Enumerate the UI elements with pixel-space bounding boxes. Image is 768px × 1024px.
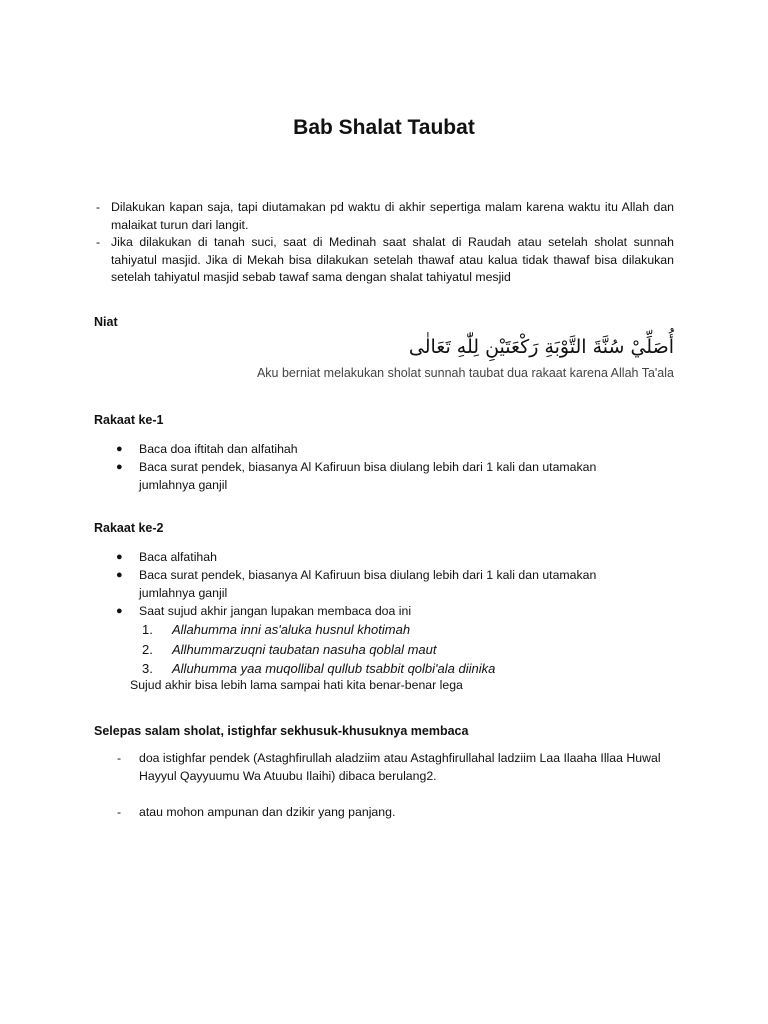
dash-marker: - (117, 751, 122, 765)
doa-text: Allahumma inni as'aluka husnul khotimah (172, 622, 411, 637)
list-item (116, 803, 676, 821)
list-item-text: Saat sujud akhir jangan lupakan membaca doa ini (139, 604, 412, 618)
istighfar-heading: Selepas salam sholat, istighfar sekhusuk-khusuknya membaca (94, 724, 469, 738)
rakaat1-heading: Rakaat ke-1 (94, 413, 164, 427)
istighfar-list (116, 749, 676, 785)
intro-item (94, 199, 674, 234)
list-item (116, 566, 636, 602)
bullet-icon: ● (116, 551, 123, 563)
doa-text: Allhummarzuqni taubatan nasuha qoblal maut (172, 641, 437, 657)
doa-number: 2. (142, 641, 153, 657)
intro-text: Jika dilakukan di tanah suci, saat di Medinah saat shalat di Raudah atau setelah sholat sunnah tahiyatul masjid. Jika di Mekah bisa dilakukan setelah thawaf atau kalua tidak thawaf bisa dilakukan setelah tahiyatul masjid sebab tawaf sama dengan shalat tahiyatul mesjid (111, 235, 674, 284)
bullet-icon: ● (116, 443, 123, 455)
doa-item (142, 640, 495, 660)
list-item-text: Baca doa iftitah dan alfatihah (139, 442, 298, 456)
list-item-text: atau mohon ampunan dan dzikir yang panjang. (139, 805, 396, 819)
niat-translation: Aku berniat melakukan sholat sunnah taubat dua rakaat karena Allah Ta'ala (256, 366, 674, 380)
list-item-text: Baca surat pendek, biasanya Al Kafiruun bisa diulang lebih dari 1 kali dan utamakan jumlahnya ganjil (139, 568, 597, 600)
doa-list (142, 620, 495, 679)
doa-item (142, 659, 495, 679)
intro-item (94, 234, 674, 287)
doa-item (142, 620, 495, 640)
dash-marker: - (96, 235, 101, 249)
doa-text: Alluhumma yaa muqollibal qullub tsabbit qolbi'ala diinika (172, 661, 496, 676)
niat-arabic-text: أُصَلِّيْ سُنَّةَ التَّوْبَةِ رَكْعَتَيْنِ لِلّٰهِ تَعَالٰى (408, 336, 674, 358)
niat-heading: Niat (94, 315, 118, 329)
doa-number: 1. (142, 622, 153, 637)
page-title: Bab Shalat Taubat (293, 116, 475, 139)
sujud-note: Sujud akhir bisa lebih lama sampai hati kita benar-benar lega (130, 678, 463, 692)
list-item-text: doa istighfar pendek (Astaghfirullah aladziim atau Astaghfirullahal ladziim Laa Ilaaha Illaa Huwal Hayyul Qayyuumu Wa Atuubu Ilaihi) dibaca berulang2. (139, 751, 661, 783)
bullet-icon: ● (116, 461, 123, 473)
list-item (116, 458, 636, 494)
list-item (116, 602, 636, 620)
istighfar-list-2 (116, 803, 676, 821)
dash-marker: - (117, 805, 122, 819)
dash-marker: - (96, 200, 101, 214)
intro-text: Dilakukan kapan saja, tapi diutamakan pd waktu di akhir sepertiga malam karena waktu itu Allah dan malaikat turun dari langit. (111, 200, 674, 232)
list-item (116, 440, 636, 458)
rakaat2-heading: Rakaat ke-2 (94, 521, 164, 535)
bullet-icon: ● (116, 569, 123, 581)
rakaat2-list (116, 548, 636, 620)
list-item-text: Baca surat pendek, biasanya Al Kafiruun bisa diulang lebih dari 1 kali dan utamakan jumlahnya ganjil (139, 460, 597, 492)
list-item (116, 548, 636, 566)
intro-list (94, 199, 674, 287)
list-item-text: Baca alfatihah (139, 550, 217, 564)
rakaat1-list (116, 440, 636, 494)
doa-number: 3. (142, 661, 153, 676)
list-item (116, 749, 676, 785)
bullet-icon: ● (116, 605, 123, 617)
